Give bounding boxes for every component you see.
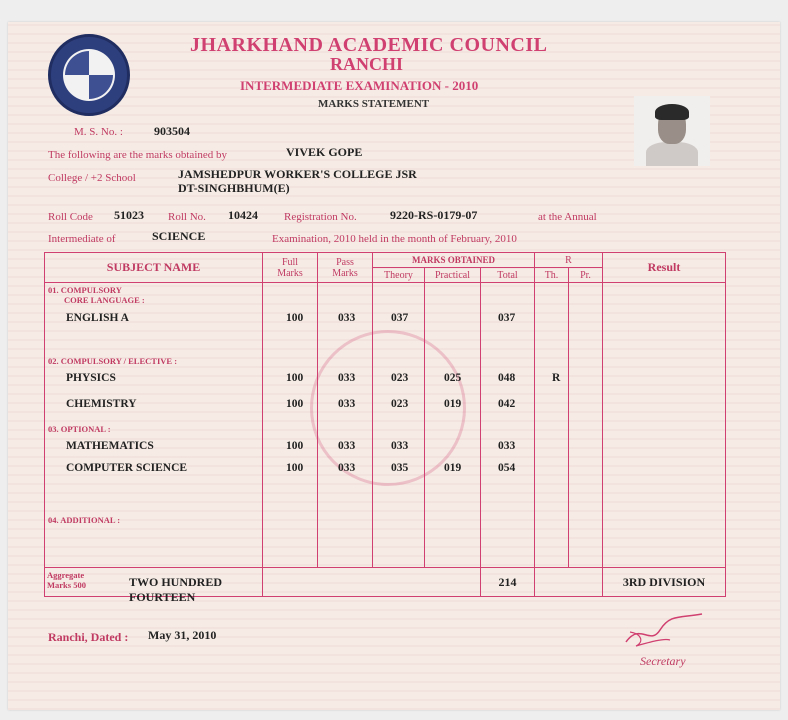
following-label: The following are the marks obtained by	[48, 149, 228, 161]
section-1-label: 01. COMPULSORY	[48, 285, 122, 295]
total-marks: 042	[498, 398, 516, 410]
section-1-sub-label: CORE LANGUAGE :	[64, 295, 145, 305]
total-marks: 048	[498, 372, 516, 384]
practical-marks: 019	[444, 462, 462, 474]
roll-code-label: Roll Code	[48, 211, 93, 223]
r-header: R	[535, 253, 603, 268]
practical-header: Practical	[425, 268, 481, 283]
pass-marks: 033	[338, 398, 356, 410]
section-2-label: 02. COMPULSORY / ELECTIVE :	[48, 356, 178, 366]
document-title: MARKS STATEMENT	[318, 98, 430, 110]
subject-name: ENGLISH A	[66, 312, 129, 324]
stream-value: SCIENCE	[152, 229, 206, 243]
theory-marks: 035	[391, 462, 409, 474]
full-marks: 100	[286, 398, 304, 410]
marks-table	[44, 252, 726, 604]
full-marks: 100	[286, 462, 304, 474]
exam-title: INTERMEDIATE EXAMINATION - 2010	[240, 78, 479, 93]
section-3-label: 03. OPTIONAL :	[48, 424, 111, 434]
result-value: 3RD DIVISION	[603, 568, 726, 597]
subject-name: PHYSICS	[66, 372, 116, 384]
subject-name: MATHEMATICS	[66, 440, 154, 452]
exam-held-text: Examination, 2010 held in the month of February, 2010	[272, 233, 517, 245]
aggregate-total: 214	[481, 568, 535, 597]
full-marks-header: Full Marks	[263, 253, 318, 283]
dated-label: Ranchi, Dated :	[48, 630, 129, 644]
pass-marks: 033	[338, 312, 356, 324]
subject-name: CHEMISTRY	[66, 398, 137, 410]
college-name-line1: JAMSHEDPUR WORKER'S COLLEGE JSR	[178, 167, 417, 181]
college-label: College / +2 School	[48, 172, 136, 184]
pass-marks: 033	[338, 372, 356, 384]
aggregate-cell: Aggregate Marks 500 TWO HUNDRED FOURTEEN	[45, 568, 263, 597]
roll-code-value: 51023	[114, 208, 144, 222]
registration-label: Registration No.	[284, 211, 357, 223]
total-marks: 037	[498, 312, 516, 324]
remark: R	[552, 372, 561, 384]
section-4-label: 04. ADDITIONAL :	[48, 515, 121, 525]
aggregate-words: TWO HUNDRED FOURTEEN	[129, 575, 223, 604]
full-marks: 100	[286, 372, 304, 384]
intermediate-label: Intermediate of	[48, 233, 116, 245]
theory-marks: 037	[391, 312, 409, 324]
pr-header: Pr.	[569, 268, 603, 283]
council-city: RANCHI	[330, 54, 404, 74]
pass-marks-header: Pass Marks	[318, 253, 373, 283]
theory-marks: 033	[391, 440, 409, 452]
subject-header: SUBJECT NAME	[45, 253, 263, 283]
theory-marks: 023	[391, 398, 409, 410]
council-name: JHARKHAND ACADEMIC COUNCIL	[190, 34, 548, 56]
secretary-signature	[620, 612, 710, 658]
result-header: Result	[603, 253, 726, 283]
theory-marks: 023	[391, 372, 409, 384]
total-header: Total	[481, 268, 535, 283]
council-emblem-icon	[48, 34, 130, 116]
pass-marks: 033	[338, 440, 356, 452]
college-name-line2: DT-SINGHBHUM(E)	[178, 181, 290, 195]
full-marks: 100	[286, 312, 304, 324]
th-header: Th.	[535, 268, 569, 283]
secretary-label: Secretary	[640, 654, 686, 668]
theory-header: Theory	[373, 268, 425, 283]
total-marks: 054	[498, 462, 516, 474]
ms-no-label: M. S. No. :	[74, 126, 123, 138]
ms-no-value: 903504	[154, 124, 190, 138]
marks-obtained-header: MARKS OBTAINED	[373, 253, 535, 268]
practical-marks: 025	[444, 372, 462, 384]
roll-no-value: 10424	[228, 208, 258, 222]
registration-value: 9220-RS-0179-07	[390, 208, 478, 222]
pass-marks: 033	[338, 462, 356, 474]
practical-marks: 019	[444, 398, 462, 410]
roll-no-label: Roll No.	[168, 211, 206, 223]
dated-value: May 31, 2010	[148, 628, 217, 642]
full-marks: 100	[286, 440, 304, 452]
annual-label: at the Annual	[538, 211, 597, 223]
total-marks: 033	[498, 440, 516, 452]
subject-name: COMPUTER SCIENCE	[66, 462, 188, 474]
student-name: VIVEK GOPE	[286, 145, 363, 159]
student-photo	[634, 96, 710, 166]
